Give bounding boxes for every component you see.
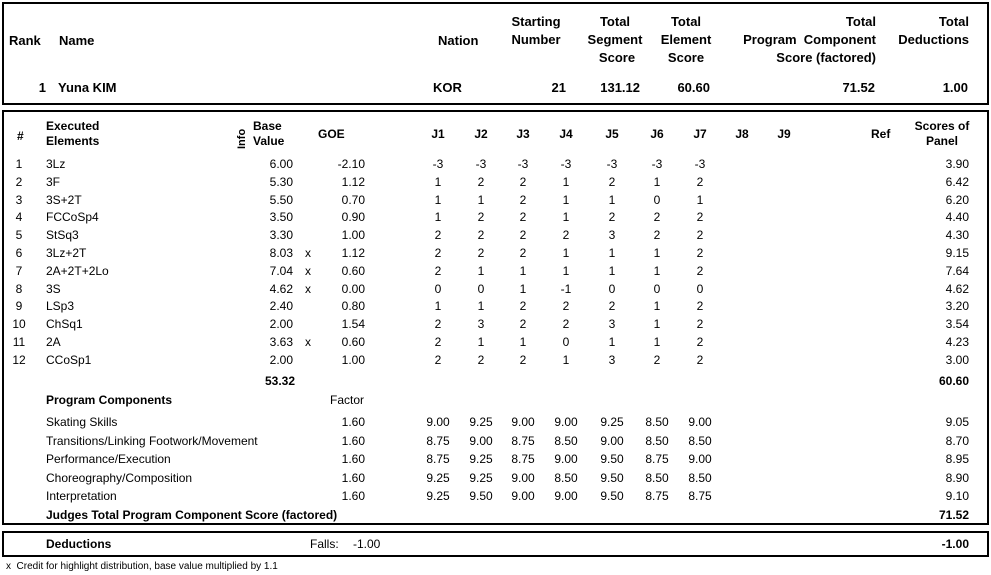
element-judge-score: 1 [653,335,661,349]
element-judge-score: 1 [434,192,442,207]
element-number: 8 [15,281,23,296]
element-number: 1 [15,157,23,171]
component-judge-score: 9.50 [600,470,624,485]
element-judge-score: 2 [696,299,704,314]
element-base-value: 3.50 [269,210,293,225]
element-bonus-mark: x [305,335,311,349]
element-judge-score: 0 [477,281,485,296]
components-total-label: Judges Total Program Component Score (factored) [46,508,338,522]
component-factor: 1.60 [341,470,365,485]
element-judge-score: -3 [560,157,572,171]
element-judge-score: 3 [608,317,616,332]
total-pcs-header: Total Program Component Score (factored) [743,14,876,65]
element-judge-score: 2 [562,228,570,243]
rank-header: Rank [9,33,41,48]
element-judge-score: 1 [608,246,616,260]
component-judge-score: 8.50 [688,470,712,485]
component-judge-score: 9.00 [511,489,535,503]
name-header: Name [59,33,95,48]
element-base-value: 2.40 [269,299,293,314]
judge-header-6: J6 [650,127,664,141]
component-judge-score: 9.50 [469,489,493,503]
element-judge-score: 1 [653,246,661,260]
starting-number-header: Starting Number [511,14,561,47]
element-number: 5 [15,228,23,243]
element-judge-score: 3 [608,352,616,367]
element-judge-score: 3 [608,228,616,243]
element-name: LSp3 [46,299,75,314]
element-judge-score: 0 [696,281,704,296]
element-judge-score: 2 [696,174,704,189]
element-judge-score: 0 [562,335,570,349]
col-num-header: # [17,129,24,143]
element-goe: 0.80 [341,299,365,314]
element-judge-score: 2 [434,228,442,243]
element-judge-score: 2 [434,352,442,367]
element-judge-score: 1 [562,174,570,189]
element-panel-score: 9.15 [945,246,969,260]
element-judge-score: 2 [519,352,527,367]
deductions-total: -1.00 [941,537,969,551]
element-judge-score: 2 [696,335,704,349]
component-name: Interpretation [46,489,117,503]
element-bonus-mark: x [305,281,311,296]
element-base-value: 4.62 [269,281,293,296]
element-name: 3Lz [46,157,66,171]
component-judge-score: 9.00 [511,470,535,485]
element-goe: 1.12 [341,174,365,189]
component-judge-score: 9.50 [600,452,624,466]
element-panel-score: 4.23 [945,335,969,349]
deductions-box [2,531,989,557]
element-base-value: 3.30 [269,228,293,243]
col-info-header: Info [236,128,248,149]
element-name: CCoSp1 [46,352,92,367]
element-judge-score: 2 [696,317,704,332]
skater-total-element-score: 60.60 [677,80,710,95]
element-judge-score: -3 [517,157,529,171]
element-judge-score: 2 [696,263,704,278]
col-base-value-header: Base Value [253,119,285,148]
element-judge-score: 2 [477,210,485,225]
element-panel-score: 4.62 [945,281,969,296]
element-goe: -2.10 [337,157,365,171]
judge-header-3: J3 [516,127,530,141]
judge-header-4: J4 [559,127,573,141]
element-panel-score: 3.90 [945,157,969,171]
element-judge-score: 2 [519,228,527,243]
component-judge-score: 8.75 [688,489,712,503]
col-ref-header: Ref [871,127,891,141]
element-base-value: 2.00 [269,352,293,367]
element-judge-score: 2 [519,299,527,314]
component-judge-score: 9.50 [600,489,624,503]
element-panel-score: 4.30 [945,228,969,243]
col-panel-header: Scores of Panel [914,119,970,148]
element-name: FCCoSp4 [46,210,99,225]
component-judge-score: 9.25 [600,415,624,429]
element-name: ChSq1 [46,317,83,332]
element-goe: 0.60 [341,263,365,278]
element-panel-score: 7.64 [945,263,969,278]
element-number: 9 [15,299,23,314]
component-judge-score: 8.75 [426,433,450,448]
component-judge-score: 9.00 [554,415,578,429]
element-judge-score: 2 [608,210,616,225]
component-judge-score: 9.00 [688,415,712,429]
element-goe: 0.60 [341,335,365,349]
component-panel-score: 9.10 [945,489,969,503]
element-judge-score: 0 [653,192,661,207]
element-judge-score: -3 [651,157,663,171]
element-judge-score: 1 [653,263,661,278]
element-judge-score: 1 [519,281,527,296]
element-bonus-mark: x [305,246,311,260]
component-factor: 1.60 [341,452,365,466]
judge-header-1: J1 [431,127,445,141]
element-bonus-mark: x [305,263,311,278]
element-number: 6 [15,246,23,260]
element-judge-score: 2 [653,228,661,243]
element-base-value: 5.30 [269,174,293,189]
element-judge-score: 2 [434,263,442,278]
component-name: Skating Skills [46,415,118,429]
falls-value: -1.00 [353,537,381,551]
judge-header-5: J5 [605,127,619,141]
element-panel-score: 6.42 [945,174,969,189]
element-judge-score: 2 [519,317,527,332]
deductions-label: Deductions [46,537,112,551]
element-number: 11 [12,335,26,349]
component-judge-score: 9.00 [469,433,493,448]
component-judge-score: 9.25 [469,415,493,429]
element-judge-score: -3 [694,157,706,171]
element-judge-score: 1 [562,263,570,278]
element-judge-score: 2 [434,335,442,349]
component-panel-score: 8.95 [945,452,969,466]
component-judge-score: 9.00 [688,452,712,466]
element-judge-score: 2 [519,174,527,189]
element-judge-score: 1 [477,299,485,314]
components-total-value: 71.52 [938,508,969,522]
element-judge-score: 1 [434,174,442,189]
element-judge-score: 1 [434,299,442,314]
element-judge-score: 2 [608,299,616,314]
element-base-value: 3.63 [269,335,293,349]
element-goe: 0.90 [341,210,365,225]
element-judge-score: 2 [696,246,704,260]
element-judge-score: 2 [519,246,527,260]
element-judge-score: 1 [653,299,661,314]
component-judge-score: 9.00 [426,415,450,429]
element-judge-score: 0 [434,281,442,296]
element-name: 3F [46,174,61,189]
element-base-value: 8.03 [269,246,293,260]
component-judge-score: 8.75 [645,452,669,466]
element-judge-score: 1 [653,174,661,189]
component-panel-score: 9.05 [945,415,969,429]
element-number: 3 [15,192,23,207]
component-judge-score: 8.50 [645,415,669,429]
element-judge-score: 1 [608,335,616,349]
element-base-value: 5.50 [269,192,293,207]
component-name: Transitions/Linking Footwork/Movement [46,433,258,448]
skater-total-segment-score: 131.12 [600,80,640,95]
component-judge-score: 8.50 [688,433,712,448]
element-panel-score: 3.00 [945,352,969,367]
element-judge-score: 1 [696,192,704,207]
element-judge-score: 1 [519,263,527,278]
element-judge-score: 2 [696,210,704,225]
judge-header-2: J2 [474,127,488,141]
judge-header-9: J9 [777,127,791,141]
element-base-value: 2.00 [269,317,293,332]
program-components-title: Program Components [46,393,173,407]
component-judge-score: 9.25 [426,470,450,485]
component-name: Choreography/Composition [46,470,193,485]
element-judge-score: 1 [477,263,485,278]
col-elements-header: Executed Elements [46,119,100,148]
component-judge-score: 9.00 [511,415,535,429]
judge-header-7: J7 [693,127,707,141]
element-judge-score: 2 [696,352,704,367]
component-judge-score: 8.50 [554,470,578,485]
element-judge-score: 2 [562,317,570,332]
elements-panel-total: 60.60 [938,374,969,388]
element-judge-score: 2 [696,228,704,243]
total-element-score-header: Total Element Score [660,14,712,65]
skater-total-deductions: 1.00 [942,80,968,95]
col-goe-header: GOE [318,127,345,141]
component-judge-score: 9.00 [600,433,624,448]
component-judge-score: 8.50 [645,433,669,448]
element-judge-score: 1 [608,263,616,278]
component-judge-score: 8.50 [554,433,578,448]
element-judge-score: 1 [562,246,570,260]
element-goe: 0.70 [341,192,365,207]
element-name: 3S [46,281,61,296]
element-judge-score: 1 [434,210,442,225]
component-judge-score: 8.75 [645,489,669,503]
component-panel-score: 8.70 [945,433,969,448]
element-panel-score: 6.20 [945,192,969,207]
component-name: Performance/Execution [46,452,171,466]
element-number: 2 [15,174,23,189]
component-factor: 1.60 [341,415,365,429]
factor-header: Factor [330,393,365,407]
element-judge-score: 1 [562,352,570,367]
component-judge-score: 8.75 [511,433,535,448]
element-number: 7 [15,263,23,278]
component-judge-score: 8.75 [511,452,535,466]
component-judge-score: 9.25 [469,470,493,485]
element-judge-score: 2 [477,352,485,367]
element-judge-score: 3 [477,317,485,332]
element-base-value: 7.04 [269,263,293,278]
element-judge-score: 2 [519,210,527,225]
element-number: 12 [12,352,26,367]
element-panel-score: 4.40 [945,210,969,225]
element-goe: 0.00 [341,281,365,296]
element-goe: 1.54 [341,317,365,332]
element-judge-score: 2 [434,246,442,260]
element-name: StSq3 [46,228,79,243]
element-judge-score: 1 [562,192,570,207]
element-judge-score: 2 [477,228,485,243]
element-name: 2A [46,335,61,349]
skater-total-pcs: 71.52 [842,80,875,95]
component-judge-score: 9.00 [554,452,578,466]
element-goe: 1.00 [341,352,365,367]
element-panel-score: 3.54 [945,317,969,332]
element-judge-score: 0 [608,281,616,296]
element-judge-score: 1 [653,317,661,332]
element-judge-score: 1 [477,192,485,207]
falls-label: Falls: [310,537,339,551]
element-judge-score: 2 [562,299,570,314]
element-name: 3Lz+2T [46,246,87,260]
judge-header-8: J8 [735,127,749,141]
element-goe: 1.12 [341,246,365,260]
component-judge-score: 8.75 [426,452,450,466]
component-factor: 1.60 [341,489,365,503]
element-judge-score: 1 [608,192,616,207]
element-judge-score: 2 [434,317,442,332]
element-number: 4 [15,210,23,225]
element-name: 2A+2T+2Lo [46,263,109,278]
component-judge-score: 9.00 [554,489,578,503]
element-number: 10 [12,317,26,332]
element-judge-score: -1 [560,281,572,296]
total-deductions-header: Total Deductions [898,14,969,47]
element-judge-score: 2 [477,174,485,189]
skater-rank: 1 [38,80,46,95]
element-judge-score: 2 [477,246,485,260]
element-judge-score: -3 [606,157,618,171]
element-judge-score: 1 [477,335,485,349]
elements-base-total: 53.32 [264,374,295,388]
skater-starting-number: 21 [551,80,566,95]
element-panel-score: 3.20 [945,299,969,314]
component-judge-score: 8.50 [645,470,669,485]
element-judge-score: 1 [519,335,527,349]
nation-header: Nation [438,33,479,48]
element-judge-score: 0 [653,281,661,296]
element-judge-score: 2 [653,352,661,367]
element-judge-score: 2 [653,210,661,225]
component-panel-score: 8.90 [945,470,969,485]
skater-name: Yuna KIM [58,80,117,95]
skater-nation: KOR [433,80,462,95]
component-factor: 1.60 [341,433,365,448]
footnote: x Credit for highlight distribution, base value multiplied by 1.1 [6,561,278,572]
element-name: 3S+2T [46,192,82,207]
total-segment-score-header: Total Segment Score [587,14,643,65]
element-judge-score: 2 [608,174,616,189]
element-judge-score: 1 [562,210,570,225]
component-judge-score: 9.25 [469,452,493,466]
component-judge-score: 9.25 [426,489,450,503]
element-base-value: 6.00 [269,157,293,171]
element-judge-score: -3 [475,157,487,171]
element-judge-score: -3 [432,157,444,171]
element-judge-score: 2 [519,192,527,207]
element-goe: 1.00 [341,228,365,243]
